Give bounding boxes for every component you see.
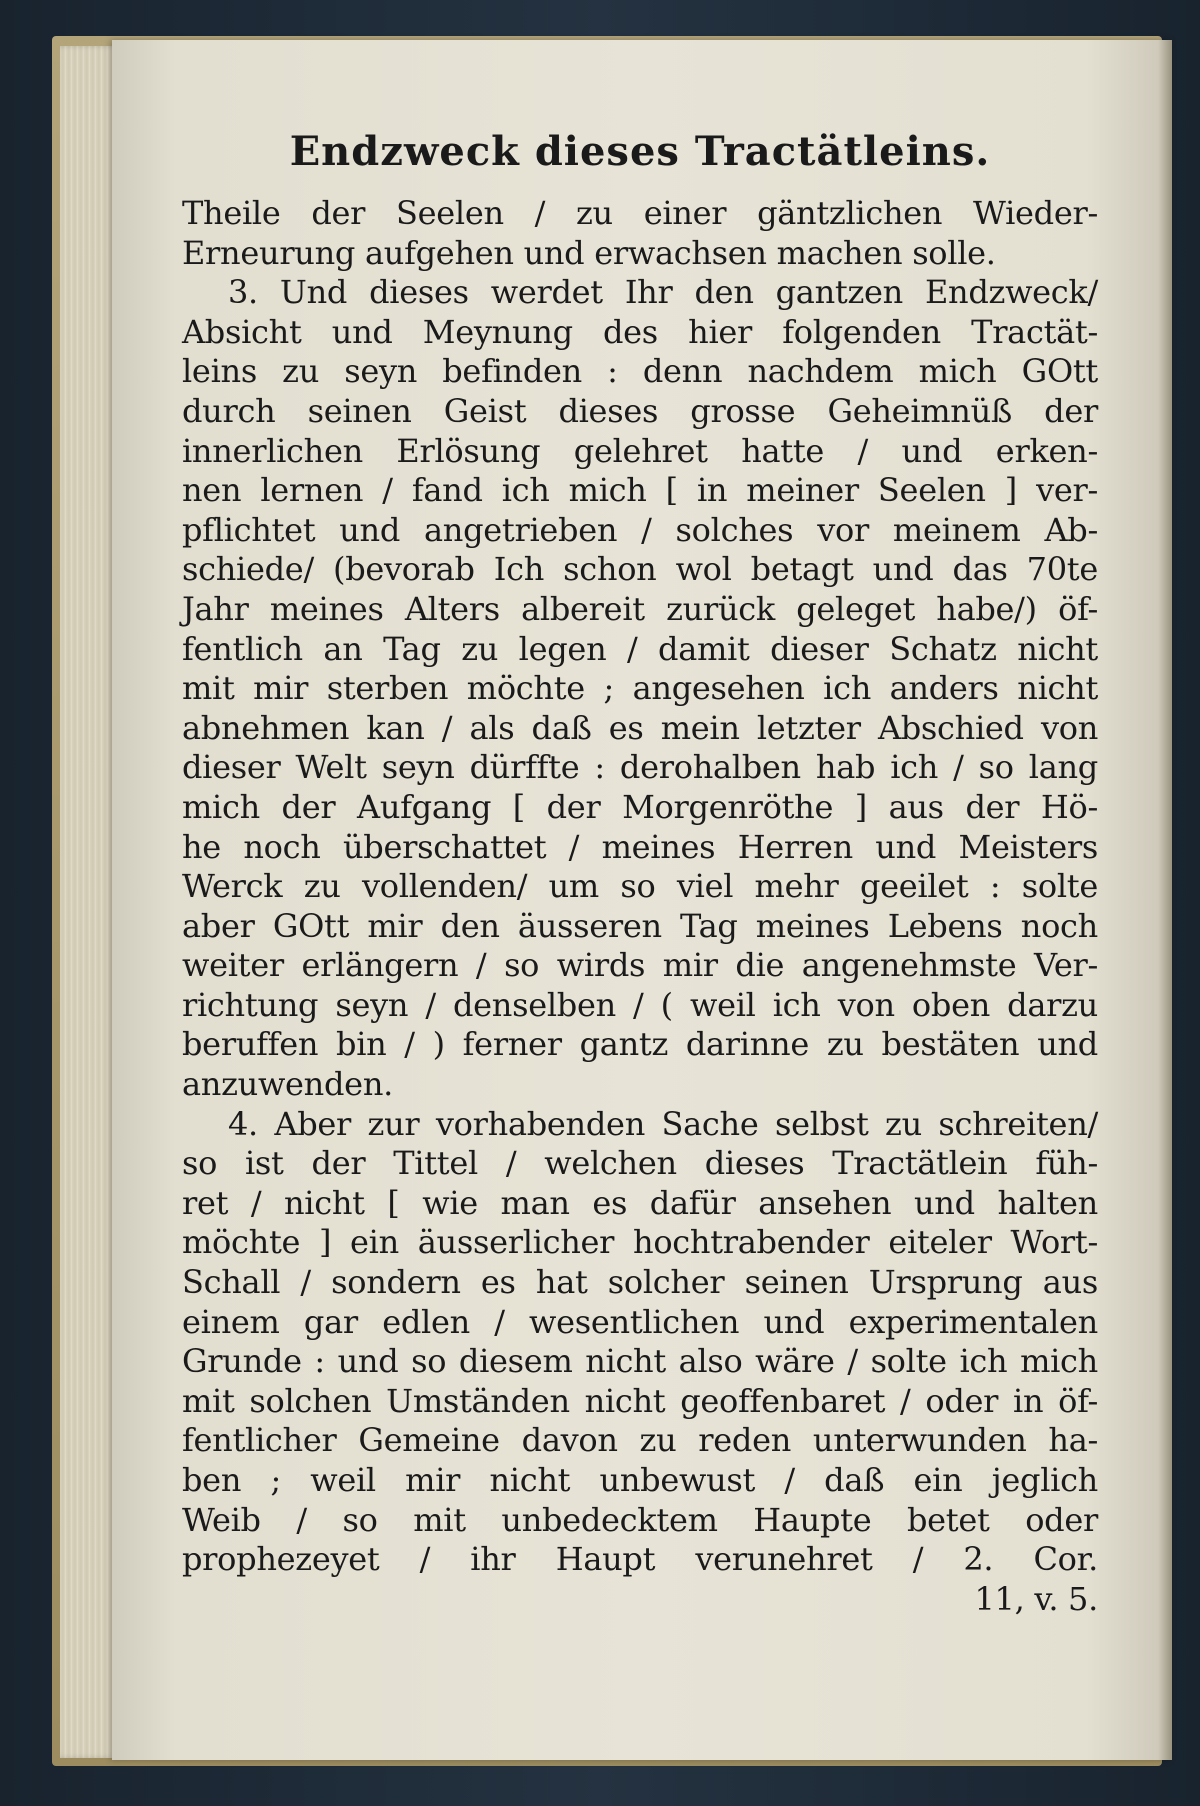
- text-line: mit solchen Umständen nicht geoffenbaret / oder in öf-: [182, 1381, 1098, 1420]
- text-line: abnehmen kan / als daß es mein letzter Abschied von: [182, 708, 1098, 747]
- text-line: anzuwenden.: [182, 1065, 393, 1104]
- text-line: Jahr meines Alters albereit zurück geleget habe/) öf-: [182, 589, 1098, 628]
- running-head: Endzweck dieses Tractätleins.: [289, 128, 991, 175]
- paragraph-3-start: 3. Und dieses werdet Ihr den gantzen Endzweck/: [228, 273, 1098, 312]
- text-line: beruffen bin / ) ferner gantz darinne zu bestäten und: [182, 1025, 1098, 1064]
- text-line: weiter erlängern / so wirds mir die angenehmste Ver-: [182, 946, 1098, 985]
- text-line: mich der Aufgang [ der Morgenröthe ] aus der Hö-: [182, 787, 1098, 826]
- text-line: Schall / sondern es hat solcher seinen Ursprung aus: [182, 1263, 1098, 1302]
- text-line: innerlichen Erlösung gelehret hatte / und erken-: [182, 431, 1098, 470]
- text-line: schiede/ (bevorab Ich schon wol betagt und das 70te: [182, 550, 1098, 589]
- text-line: durch seinen Geist dieses grosse Geheimnüß der: [182, 391, 1098, 430]
- text-line: so ist der Tittel / welchen dieses Tractätlein füh-: [182, 1144, 1098, 1183]
- text-line: mit mir sterben möchte ; angesehen ich anders nicht: [182, 669, 1098, 708]
- text-line: fentlich an Tag zu legen / damit dieser Schatz nicht: [182, 629, 1098, 668]
- text-line: Werck zu vollenden/ um so viel mehr geeilet : solte: [182, 867, 1098, 906]
- text-line: he noch überschattet / meines Herren und Meisters: [182, 827, 1098, 866]
- page-text: [182, 130, 1098, 1619]
- text-line: fentlicher Gemeine davon zu reden unterwunden ha-: [182, 1421, 1098, 1460]
- text-line: prophezeyet / ihr Haupt verunehret / 2. Cor.: [182, 1540, 1098, 1579]
- text-line: Erneurung aufgehen und erwachsen machen solle.: [182, 233, 996, 272]
- text-line: nen lernen / fand ich mich [ in meiner Seelen ] ver-: [182, 471, 1098, 510]
- text-line: richtung seyn / denselben / ( weil ich von oben darzu: [182, 985, 1098, 1024]
- text-line: Theile der Seelen / zu einer gäntzlichen Wieder-: [182, 194, 1098, 232]
- text-line: möchte ] ein äusserlicher hochtrabender eiteler Wort-: [182, 1223, 1098, 1262]
- text-line: ret / nicht [ wie man es dafür ansehen und halten: [182, 1183, 1098, 1222]
- text-line: aber GOtt mir den äusseren Tag meines Lebens noch: [182, 906, 1098, 945]
- page-stack-edge: [60, 46, 120, 1758]
- text-line: dieser Welt seyn dürffte : derohalben hab ich / so lang: [182, 748, 1098, 787]
- text-line: pflichtet und angetrieben / solches vor meinem Ab-: [182, 510, 1098, 549]
- text-line: Grunde : und so diesem nicht also wäre / solte ich mich: [182, 1342, 1098, 1381]
- page-gutter-shadow: [1158, 40, 1172, 1760]
- text-line: ben ; weil mir nicht unbewust / daß ein jeglich: [182, 1461, 1098, 1499]
- text-line: leins zu seyn befinden : denn nachdem mich GOtt: [182, 352, 1098, 391]
- text-line: Weib / so mit unbedecktem Haupte betet oder: [182, 1500, 1098, 1539]
- paragraph-4-start: 4. Aber zur vorhabenden Sache selbst zu schreiten/: [228, 1104, 1098, 1143]
- text-line: Absicht und Meynung des hier folgenden Tractät-: [182, 312, 1098, 351]
- text-line: 11, v. 5.: [974, 1579, 1098, 1618]
- text-line: einem gar edlen / wesentlichen und experimentalen: [182, 1302, 1098, 1341]
